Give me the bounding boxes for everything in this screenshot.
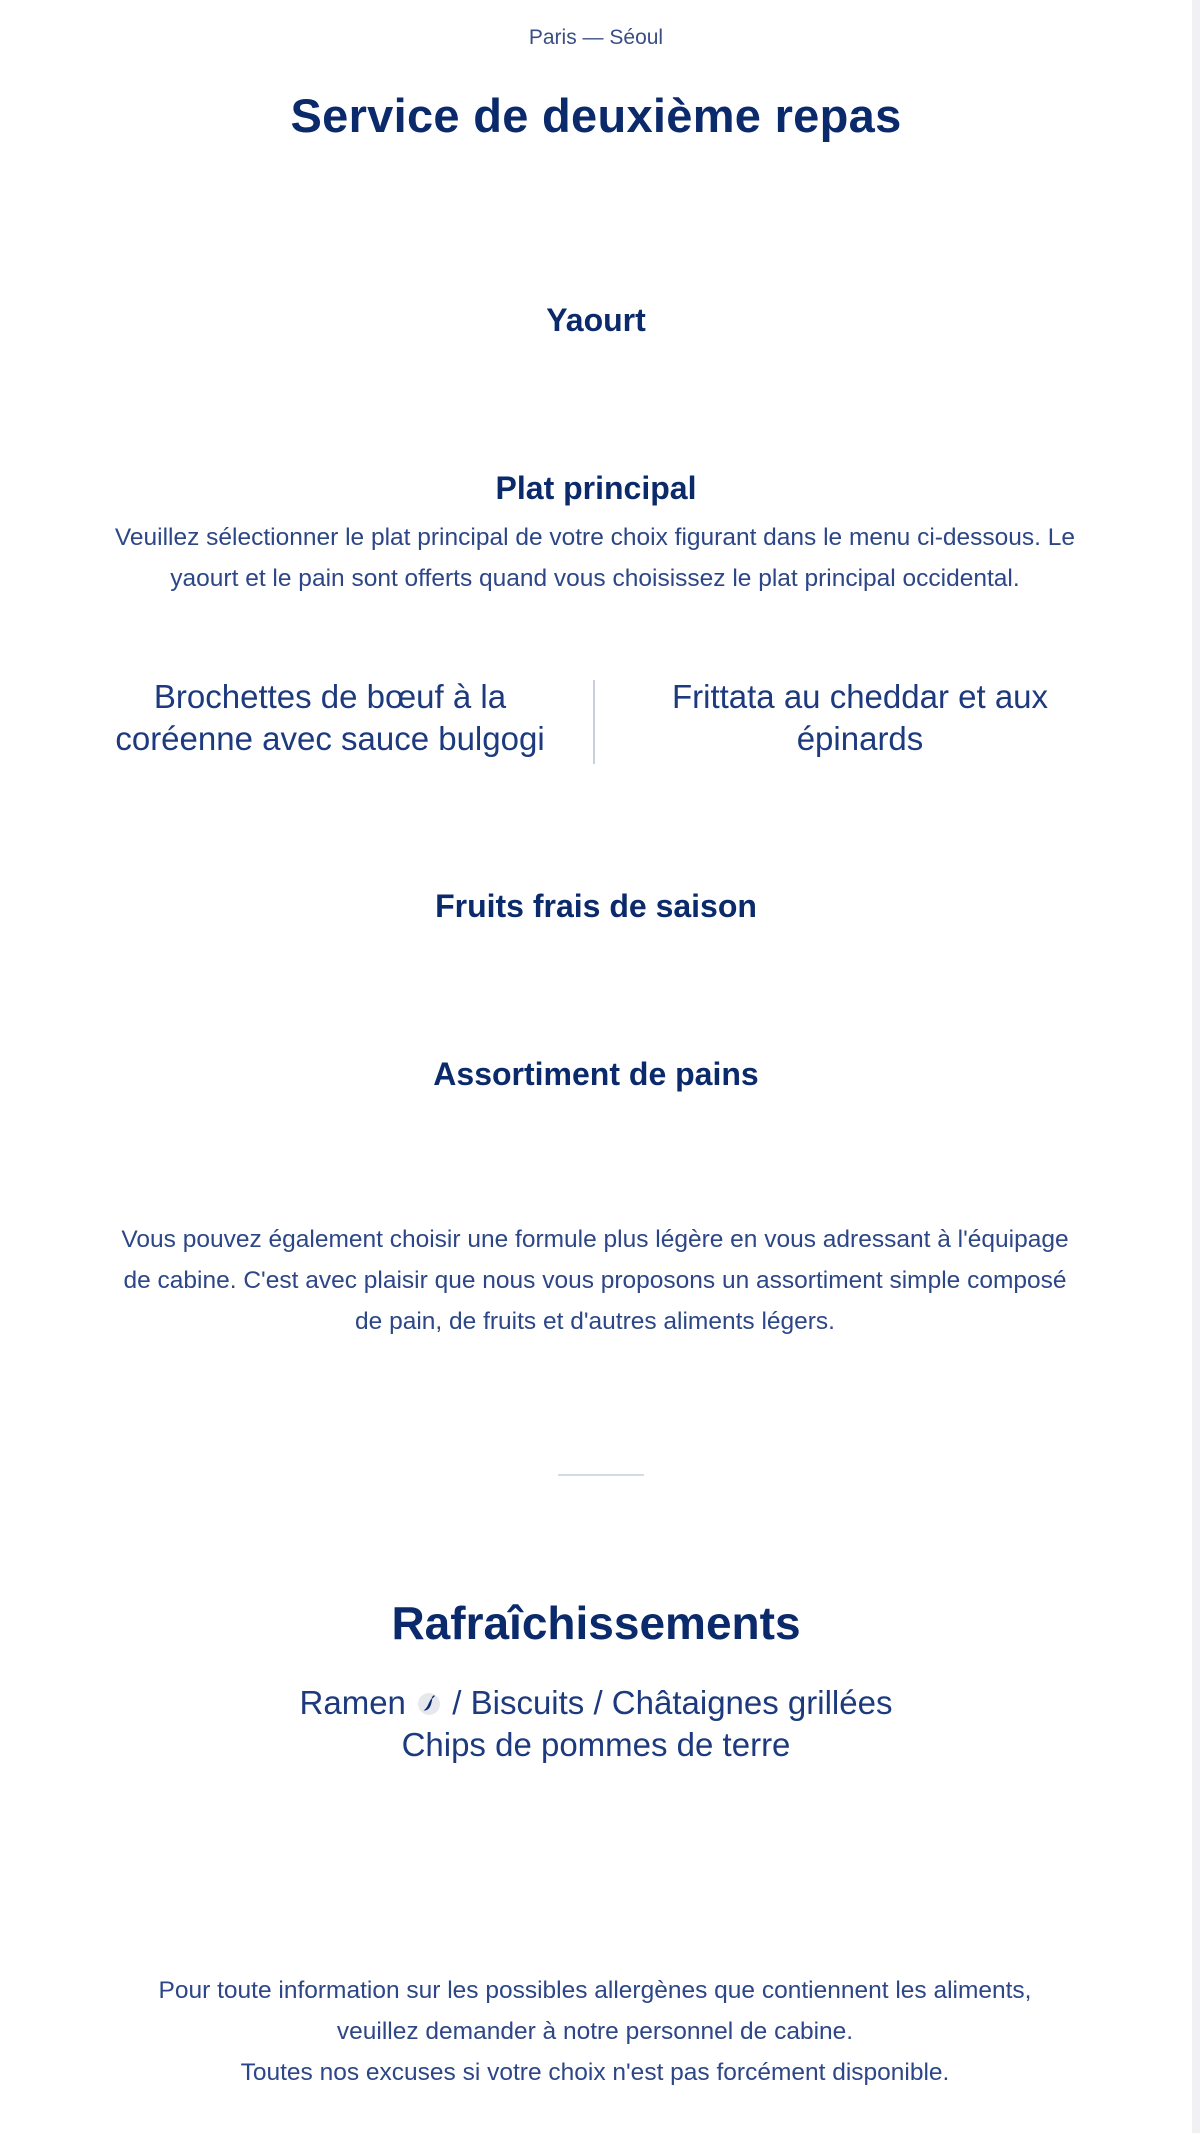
section-yaourt: Yaourt bbox=[546, 302, 646, 338]
allergen-notice-line-3: Toutes nos excuses si votre choix n'est pas forcément disponible. bbox=[240, 2059, 950, 2086]
refreshments-line-1 bbox=[0, 1682, 1192, 1724]
allergen-notice-line-1: Pour toute information sur les possibles allergènes que contiennent les aliments, bbox=[158, 1977, 1032, 2004]
section-pains: Assortiment de pains bbox=[433, 1056, 759, 1092]
page-title: Service de deuxième repas bbox=[290, 89, 902, 142]
main-course-option-beef: Brochettes de bœuf à la coréenne avec sauce bulgogi bbox=[115, 678, 545, 757]
snack-others: / Biscuits / Châtaignes grillées bbox=[452, 1684, 893, 1721]
right-edge-strip bbox=[1192, 0, 1200, 2133]
main-course-choices bbox=[110, 676, 1080, 766]
light-option-description: Vous pouvez également choisir une formule plus légère en vous adressant à l'équipage de cabine. C'est avec plaisir que nous vous proposons un assortiment simple composé de pain, de fruits et d'autres aliments légers. bbox=[121, 1226, 1069, 1335]
snack-ramen: Ramen bbox=[299, 1684, 406, 1721]
refreshments-line-2: Chips de pommes de terre bbox=[401, 1726, 791, 1763]
spicy-icon bbox=[417, 1684, 441, 1708]
route-label: Paris — Séoul bbox=[528, 26, 664, 49]
section-divider bbox=[558, 1474, 644, 1476]
allergen-notice-line-2: veuillez demander à notre personnel de cabine. bbox=[336, 2018, 854, 2045]
allergen-notice bbox=[80, 1970, 1110, 2093]
section-fruits: Fruits frais de saison bbox=[435, 888, 757, 924]
choice-divider bbox=[593, 680, 595, 764]
main-course-option-frittata: Frittata au cheddar et aux épinards bbox=[671, 678, 1049, 757]
section-plat-principal: Plat principal bbox=[495, 470, 697, 506]
refreshments-list bbox=[0, 1682, 1192, 1766]
plat-principal-description: Veuillez sélectionner le plat principal de votre choix figurant dans le menu ci-dessous. Le yaourt et le pain sont offerts quand vous choisissez le plat principal occidental. bbox=[114, 524, 1076, 592]
refreshments-heading: Rafraîchissements bbox=[391, 1597, 801, 1649]
